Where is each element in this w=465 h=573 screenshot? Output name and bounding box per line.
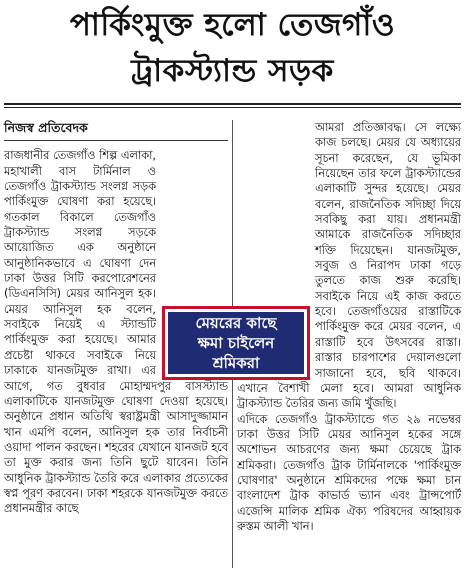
pull-quote-line-1: মেয়রের কাছে bbox=[195, 314, 277, 332]
headline-line-1: পার্কিংমুক্ত হলো তেজগাঁও bbox=[69, 7, 396, 43]
headline-line-2: ট্রাকস্ট্যান্ড সড়ক bbox=[131, 53, 334, 89]
right-column-paragraph-1: আমরা প্রতিজ্ঞাবদ্ধ। সে লক্ষ্যে কাজ চলছে। মেয়র যে অধ্যায়ের সূচনা করেছেন, যে ভূমিকা নিয়েছেন তার ফলে ট্রাকস্ট্যান্ডের এলাকাটি সুন্দর হয়েছে। মেয়র বলেন, রাজনৈতিক সদিচ্ছা দিয়ে সবকিছু করা যায়। প্রধানমন্ত্রী আমাকে রাজনৈতিক সদিচ্ছার শক্তি দিয়েছেন। যানজটমুক্ত, সবুজ ও নিরাপদ ঢাকা গড়ে তুলতে কাজ শুরু করেছি। সবাইকে নিয়ে এই কাজ করতে হবে। তেজগাঁওয়ের রাস্তাটিকে পার্কিংমুক্ত করে মেয়র বলেন, এ রাস্তাটি হবে উৎসবের রাস্তা। রাস্তার চারপাশের দেয়ালগুলো সাজানো হবে, ছবি থাকবে। এখানে বৈশাখী মেলা হবে। আমরা আধুনিক ট্রাকস্ট্যান্ড তৈরির জন্য জমি খুঁজছি। bbox=[237, 121, 461, 411]
right-column-paragraph-2: এদিকে তেজগাঁও ট্রাকস্ট্যান্ডে গত ২৯ নভেম্বর ঢাকা উত্তর সিটি মেয়র আনিসুল হকের সঙ্গে অশোভন আচরণের জন্য ক্ষমা চেয়েছে ট্রাক শ্রমিকরা। তেজগাঁও ট্রাক টার্মিনালকে 'পার্কিংমুক্ত ঘোষণার' অনুষ্ঠানে শ্রমিকদের পক্ষে ক্ষমা চান বাংলাদেশ ট্রাক কাভার্ড ভ্যান এবং ট্রান্সপোর্ট এজেন্সি মালিক শ্রমিক ঐক্য পরিষদের আহ্বায়ক রুস্তম আলী খান। bbox=[237, 412, 461, 533]
byline-rule bbox=[4, 140, 228, 141]
pull-quote-box bbox=[162, 306, 310, 380]
left-column-paragraph-1: রাজধানীর তেজগাঁও শিল্প এলাকা, মহাখালী বাস টার্মিনাল ও তেজগাঁও ট্রাকস্ট্যান্ড সংলগ্ন সড়ক পার্কিংমুক্ত ঘোষণা করা হয়েছে। গতকাল বিকালে তেজগাঁও ট্রাকস্ট্যান্ড সংলগ্ন সড়কে আয়োজিত এক অনুষ্ঠানে আনুষ্ঠানিকভাবে এ ঘোষণা দেন ঢাকা উত্তর সিটি করপোরেশনের (ডিএনসিসি) মেয়র আনিসুল হক। মেয়র আনিসুল হক বলেন, সবাইকে নিয়েই এ স্ট্যান্ডটি পার্কিংমুক্ত করা হয়েছে। আমার প্রচেষ্টা থাকবে সবাইকে নিয়ে ঢাকাকে যানজটমুক্ত রাখা। এর আগে, গত বুধবার মোহাম্মদপুর বাসস্ট্যান্ড এলাকাটিকে যানজটমুক্ত ঘোষণা দেওয়া হয়েছে। অনুষ্ঠানে প্রধান অতিথি স্বরাষ্ট্রমন্ত্রী আসাদুজ্জামান খান এমপি বলেন, আনিসুল হক তার নির্বাচনী ওয়াদা পালন করছেন। শহরের যেখানে যানজট হবে তা মুক্ত করার জন্য তিনি ছুটে যাবেন। তিনি আধুনিক ট্রাকস্ট্যান্ড তৈরি করে এলাকার প্রত্যেকের স্বপ্ন পূরণ করবেন। ঢাকা শহরকে যানজটমুক্ত করতে প্রধানমন্ত্রীর কাছে bbox=[4, 149, 228, 516]
byline: নিজস্ব প্রতিবেদক bbox=[4, 120, 88, 135]
pull-quote bbox=[168, 312, 304, 374]
headline-rule-bottom bbox=[4, 107, 461, 108]
headline bbox=[0, 2, 465, 94]
pull-quote-line-2: ক্ষমা চাইলেন bbox=[197, 334, 275, 352]
headline-rule-top bbox=[4, 103, 461, 105]
pull-quote-line-3: শ্রমিকরা bbox=[212, 354, 260, 372]
